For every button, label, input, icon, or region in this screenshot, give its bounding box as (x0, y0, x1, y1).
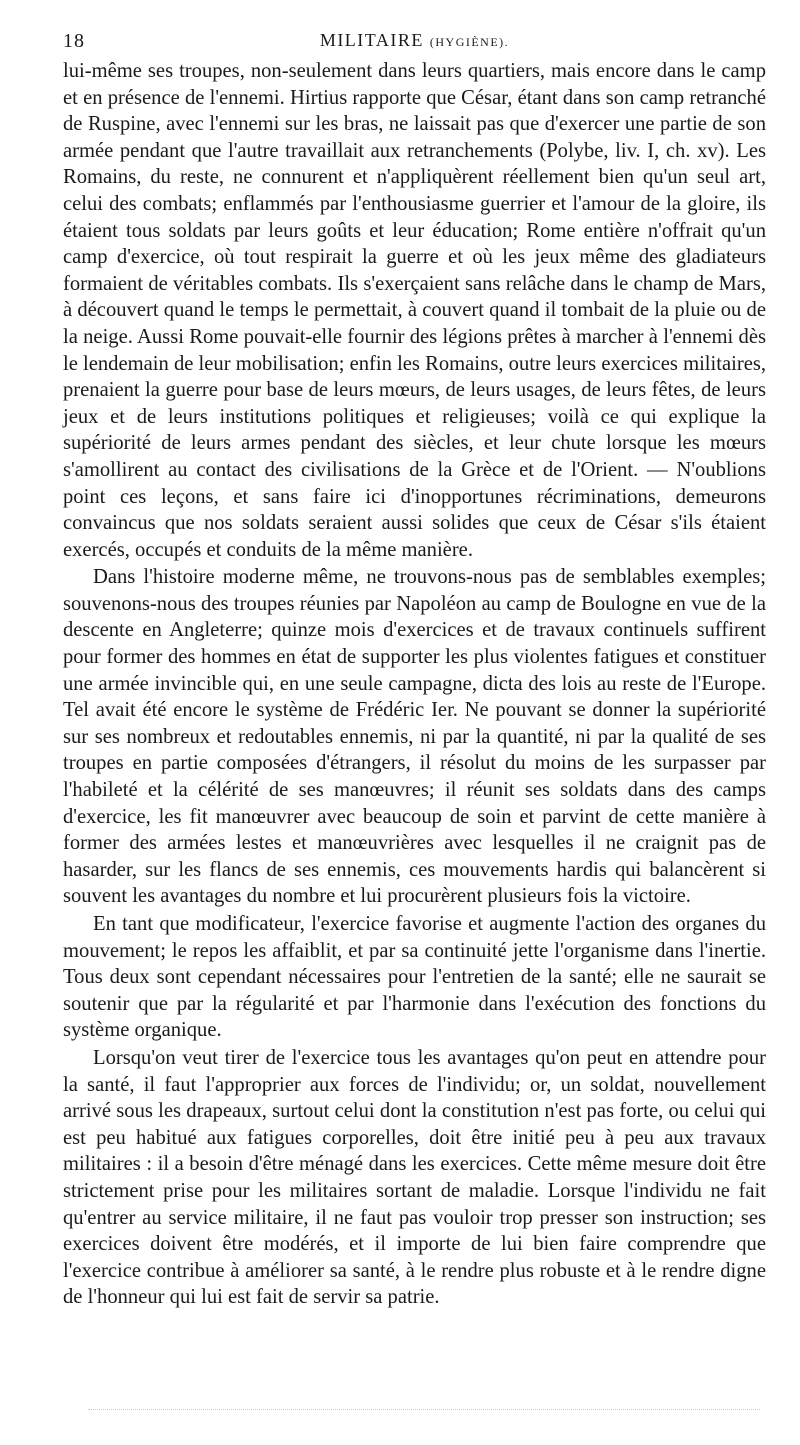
page-number: 18 (63, 30, 85, 52)
paragraph: Lorsqu'on veut tirer de l'exercice tous les avantages qu'on peut en attendre pour la santé, il faut l'approprier aux forces de l'individu; or, un soldat, nouvellement arrivé sous les drapeaux, surtout celui dont la constitution n'est pas forte, ou celui qui est peu habitué aux fatigues corporelles, doit être initié peu à peu aux travaux militaires : il a besoin d'être ménagé dans les exercices. Cette même mesure doit être strictement prise pour les militaires sortant de maladie. Lorsque l'individu ne fait qu'entrer au service militaire, il ne faut pas vouloir trop presser son instruction; ses exercices doivent être modérés, et il importe de lui bien faire comprendre que l'exercice contribue à améliorer sa santé, à le rendre plus robuste et à le rendre digne de l'honneur qui lui est fait de servir sa patrie. (63, 1046, 766, 1309)
book-page (63, 26, 766, 1311)
paragraph: En tant que modificateur, l'exercice favorise et augmente l'action des organes du mouvement; le repos les affaiblit, et par sa continuité jette l'organisme dans l'inertie. Tous deux sont cependant nécessaires pour l'entretien de la santé; elle ne saurait se soutenir que par la régularité et par l'harmonie dans l'exécution des fonctions du système organique. (63, 913, 766, 1042)
paragraph: Dans l'histoire moderne même, ne trouvons-nous pas de semblables exemples; souvenons-nous des troupes réunies par Napoléon au camp de Boulogne en vue de la descente en Angleterre; quinze mois d'exercices et de travaux continuels suffirent pour former des hommes en état de supporter les plus violentes fatigues et constituer une armée invincible qui, en une seule campagne, dicta des lois au reste de l'Europe. Tel avait été encore le système de Frédéric Ier. Ne pouvant se donner la supériorité sur ses nombreux et redoutables ennemis, ni par la quantité, ni par la qualité de ses troupes en partie composées d'étrangers, il résolut du moins de les surpasser par l'habileté et la célérité de ses manœuvres; il réunit ses soldats dans des camps d'exercice, les fit manœuvrer avec beaucoup de soin et parvint de cette manière à former des armées lestes et manœuvrières avec lesquelles il ne craignit pas de hasarder, sur les flancs de ses ennemis, ces mouvements hardis qui balancèrent si souvent les avantages du nombre et lui procurèrent plusieurs fois la victoire. (63, 566, 766, 908)
bottom-rule (88, 1409, 760, 1410)
body-text (63, 58, 766, 1311)
running-head (63, 26, 766, 56)
running-title (63, 30, 766, 51)
paragraph-continued: lui-même ses troupes, non-seulement dans leurs quartiers, mais encore dans le camp et en présence de l'ennemi. Hirtius rapporte que César, étant dans son camp retranché de Ruspine, avec l'ennemi sur les bras, ne laissait pas que d'exercer une partie de son armée pendant que l'autre travaillait aux retranchements (Polybe, liv. I, ch. xv). Les Romains, du reste, ne connurent et n'appliquèrent réellement bien qu'un seul art, celui des combats; enflammés par l'enthousiasme guerrier et l'amour de la gloire, ils étaient tous soldats par leurs goûts et leur éducation; Rome entière n'offrait qu'un camp d'exercice, où tout respirait la guerre et où les jeux même des gladiateurs formaient de véritables combats. Ils s'exerçaient sans relâche dans le champ de Mars, à découvert quand le temps le permettait, à couvert quand il tombait de la pluie ou de la neige. Aussi Rome pouvait-elle fournir des légions prêtes à marcher à l'ennemi dès le lendemain de leur mobilisation; enfin les Romains, outre leurs exercices militaires, prenaient la guerre pour base de leurs mœurs, de leurs usages, de leurs fêtes, de leurs jeux et de leurs institutions politiques et religieuses; voilà ce qui explique la supériorité de leurs armes pendant des siècles, et leur chute lorsque les mœurs s'amollirent au contact des civilisations de la Grèce et de l'Orient. — N'oublions point ces leçons, et sans faire ici d'inopportunes récriminations, demeurons convaincus que nos soldats seraient aussi solides que ceux de César s'ils étaient exercés, occupés et conduits de la même manière. (63, 60, 766, 561)
running-title-main: MILITAIRE (319, 30, 424, 50)
running-title-sub: (HYGIÈNE). (429, 35, 510, 49)
